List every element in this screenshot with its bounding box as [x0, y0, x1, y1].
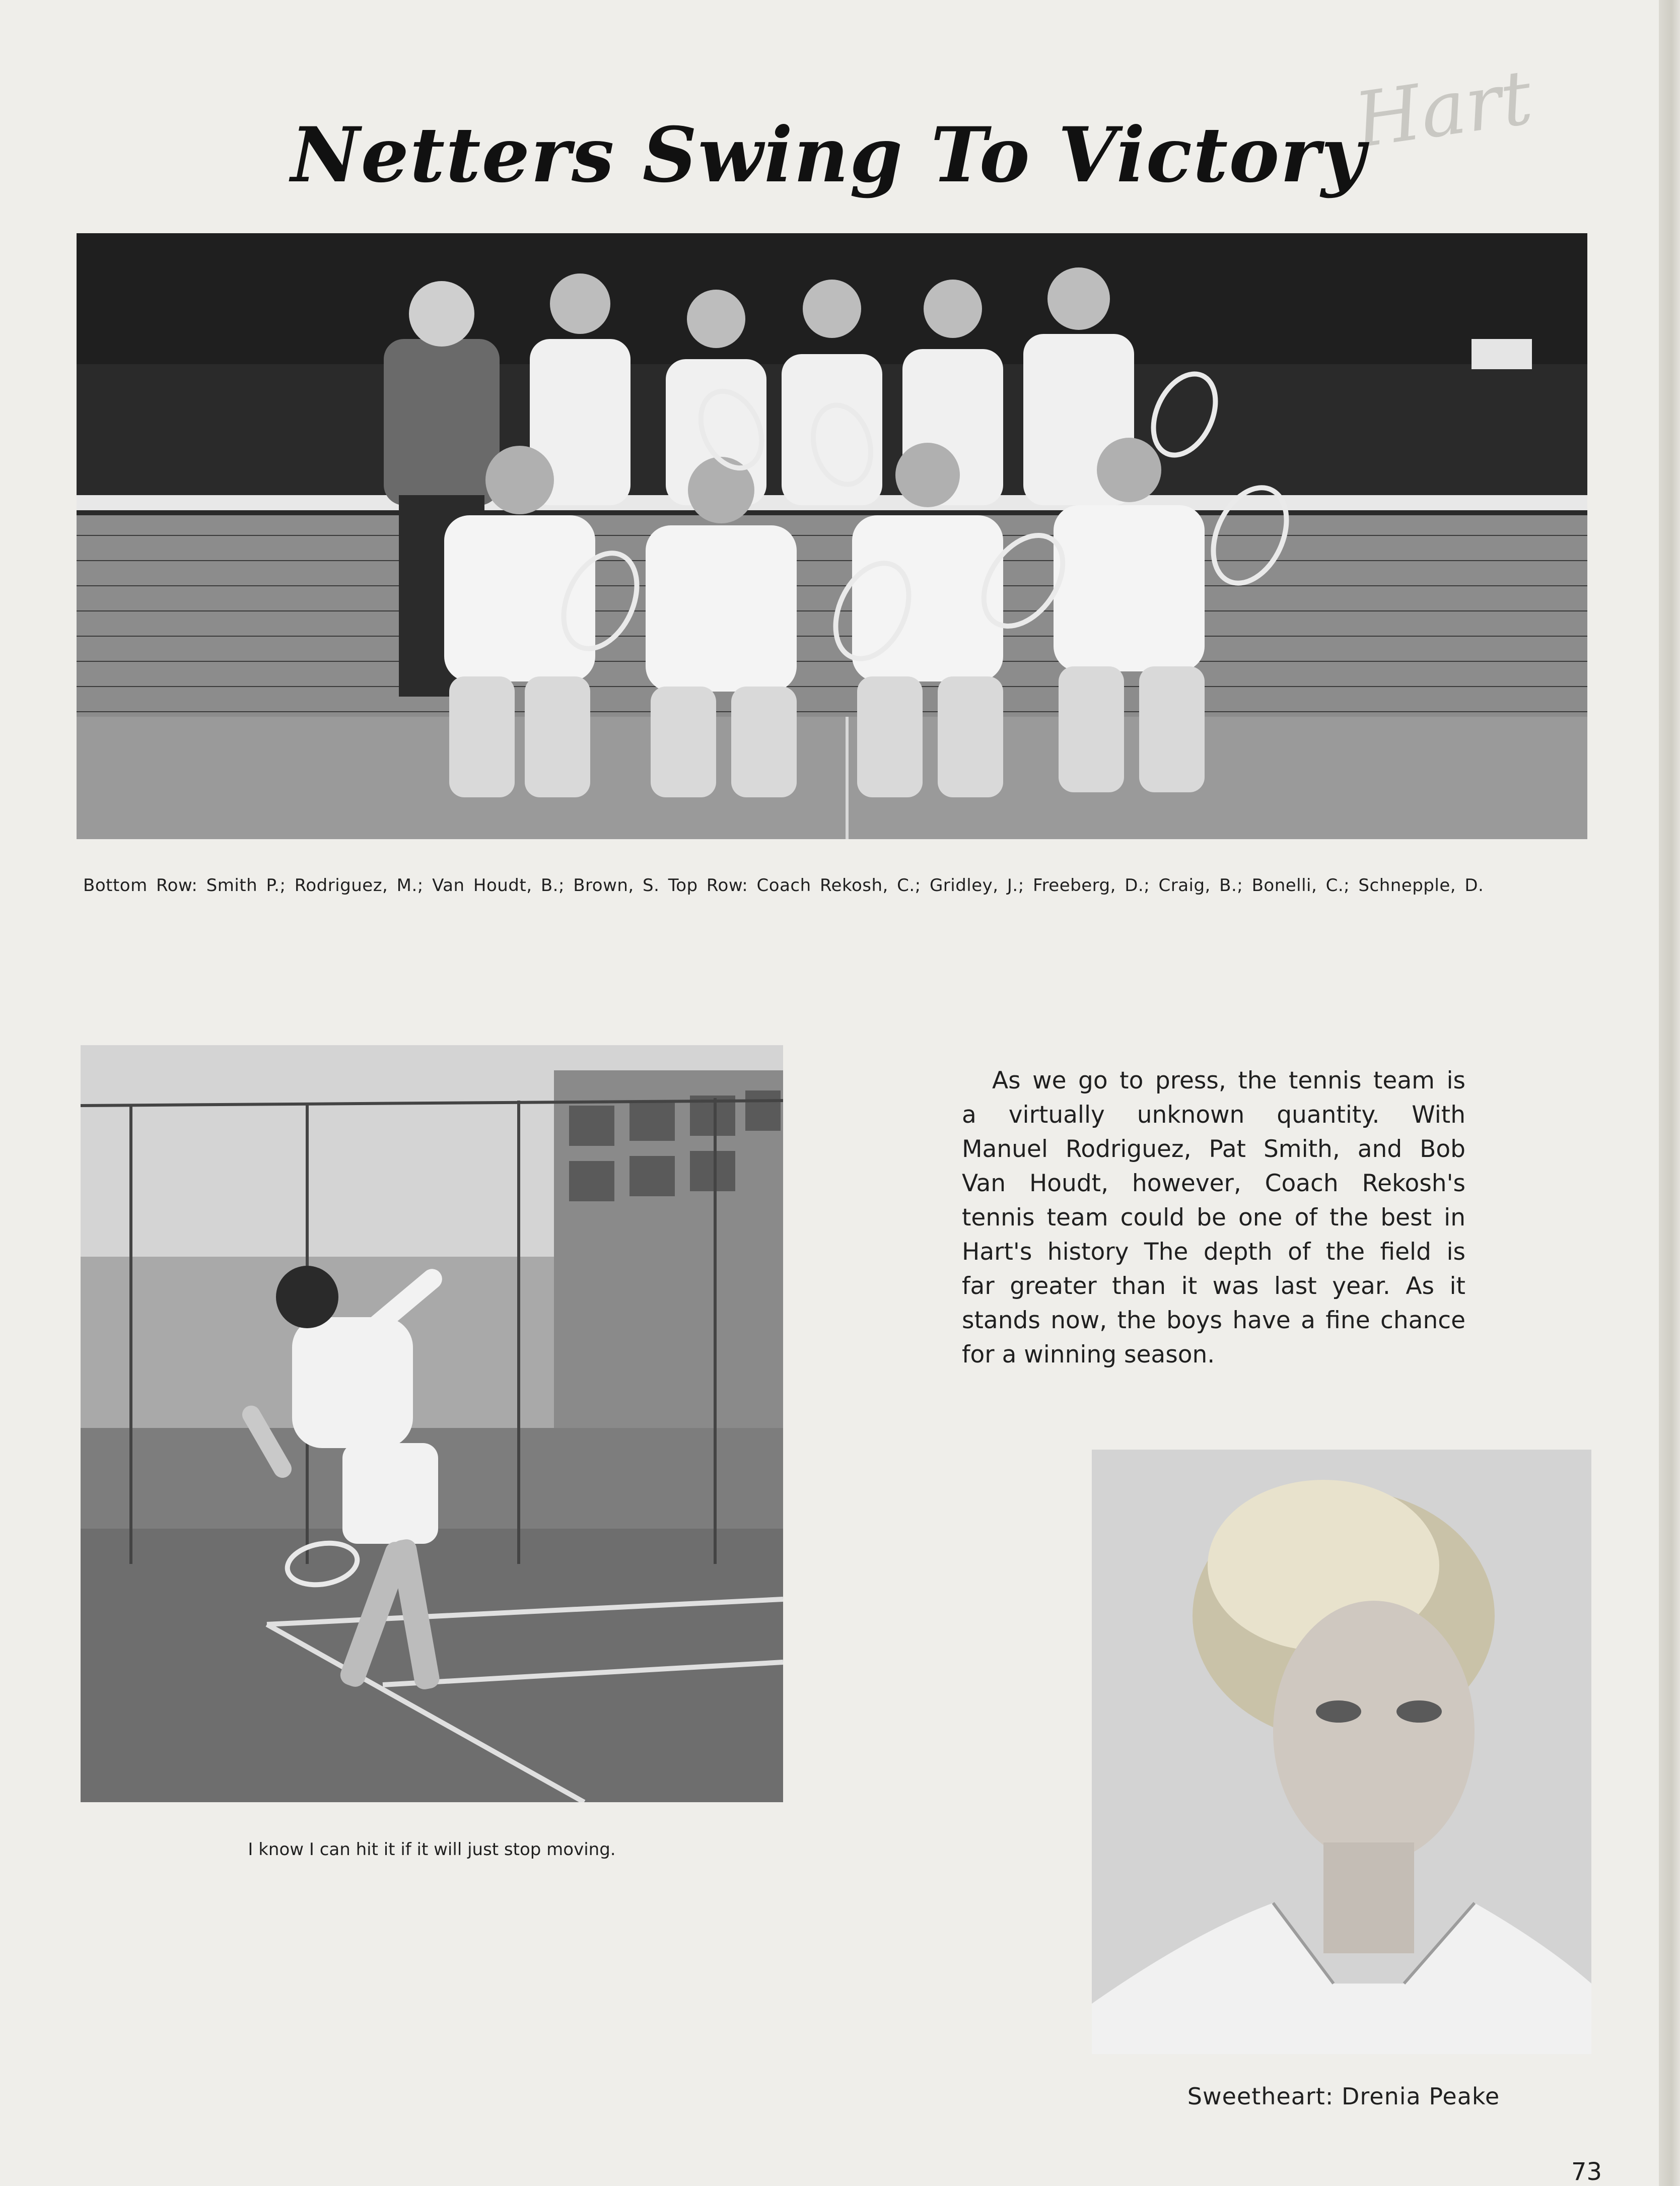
article-line: a virtually unknown quantity. With [962, 1101, 1465, 1129]
portrait-photo-graphic [1092, 1450, 1591, 2054]
margin-pencil-note: Hart [1349, 53, 1537, 165]
team-photo-caption: Bottom Row: Smith P.; Rodriguez, M.; Van Houdt, B.; Brown, S. Top Row: Coach Rekosh, C.; Gridley, J.; Freeberg, D.; Craig, B.; Bonelli, C.; Schnepple, D. [83, 875, 1484, 896]
article-line: Hart's history The depth of the field is [962, 1238, 1465, 1266]
article-line: Manuel Rodriguez, Pat Smith, and Bob [962, 1135, 1465, 1163]
serve-photo [81, 1045, 783, 1802]
team-photo-graphic [77, 233, 1587, 839]
portrait-photo [1092, 1450, 1591, 2054]
article-text [962, 1064, 1465, 1372]
article-line: Van Houdt, however, Coach Rekosh's [962, 1170, 1465, 1197]
page-edge [1659, 0, 1680, 2186]
page-title: Netters Swing To Victory [291, 111, 1366, 199]
serve-photo-graphic [81, 1045, 783, 1802]
article-line: As we go to press, the tennis team is [992, 1067, 1465, 1095]
article-line: far greater than it was last year. As it [962, 1272, 1465, 1300]
team-photo [77, 233, 1587, 839]
article-line: stands now, the boys have a fine chance [962, 1307, 1465, 1334]
portrait-photo-caption: Sweetheart: Drenia Peake [1187, 2083, 1500, 2110]
article-line: for a winning season. [962, 1341, 1215, 1369]
page-number: 73 [1571, 2158, 1602, 2186]
article-line: tennis team could be one of the best in [962, 1204, 1465, 1232]
serve-photo-caption: I know I can hit it if it will just stop moving. [248, 1839, 616, 1860]
